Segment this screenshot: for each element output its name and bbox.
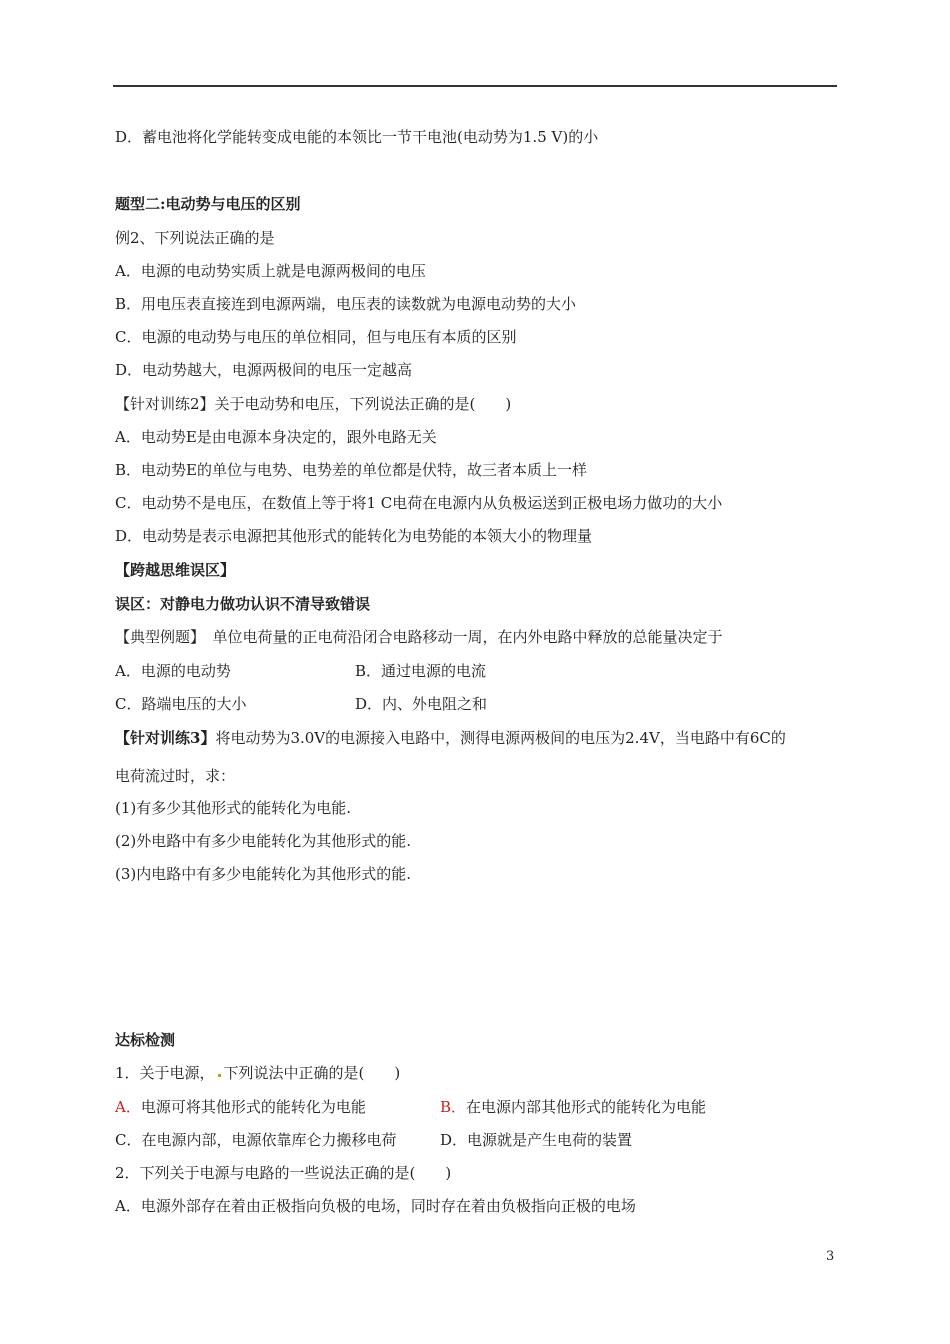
- typical-example-options-row1: [115, 661, 835, 681]
- example-2-option-a: A．电源的电动势实质上就是电源两极间的电压: [115, 262, 426, 280]
- assessment-q1-options-row1: [115, 1097, 835, 1117]
- section-heading-misconception: 【跨越思维误区】: [115, 561, 236, 579]
- assessment-q2-option-a: A．电源外部存在着由正极指向负极的电场，同时存在着由负极指向正极的电场: [115, 1197, 636, 1215]
- training-3-continuation: 电荷流过时，求：: [115, 767, 236, 785]
- assessment-q1-prefix: 1．关于电源，: [115, 1064, 215, 1082]
- typical-option-a: A．电源的电动势: [115, 662, 231, 680]
- training-2-option-a: A．电动势E是由电源本身决定的，跟外电路无关: [115, 428, 437, 446]
- header-rule: [113, 85, 837, 87]
- typical-option-b: B．通过电源的电流: [355, 662, 487, 680]
- assessment-q1-option-b: [440, 1097, 706, 1117]
- assessment-q1-option-d: D．电源就是产生电荷的装置: [440, 1131, 633, 1149]
- example-2-question: 例2、下列说法正确的是: [115, 229, 275, 247]
- assessment-q1: [115, 1063, 400, 1083]
- typical-option-d: D．内、外电阻之和: [355, 695, 488, 713]
- option-a-text: 电源可将其他形式的能转化为电能: [140, 1098, 366, 1116]
- assessment-q1-text: 下列说法中正确的是( ): [223, 1064, 401, 1082]
- typical-example-question: 【典型例题】 单位电荷量的正电荷沿闭合电路移动一周，在内外电路中释放的总能量决定于: [115, 628, 723, 646]
- option-a-letter: A．: [115, 1098, 141, 1116]
- training-2-option-c: C．电动势不是电压，在数值上等于将1 C电荷在电源内从负极运送到正极电场力做功的大小: [115, 494, 723, 512]
- training-3-label: 【针对训练3】: [115, 729, 216, 747]
- example-2-option-d: D．电动势越大，电源两极间的电压一定越高: [115, 361, 413, 379]
- training-2-option-d: D．电动势是表示电源把其他形式的能转化为电势能的本领大小的物理量: [115, 527, 593, 545]
- section-heading-type2: 题型二:电动势与电压的区别: [115, 195, 301, 213]
- assessment-q2: 2．下列关于电源与电路的一些说法正确的是( ): [115, 1164, 452, 1182]
- assessment-q1-option-a: [115, 1098, 366, 1116]
- typical-example-options-row2: [115, 694, 835, 714]
- option-b-text: 在电源内部其他形式的能转化为电能: [466, 1098, 707, 1116]
- training-3-sub-1: (1)有多少其他形式的能转化为电能.: [115, 799, 352, 817]
- highlight-dot: [218, 1074, 221, 1077]
- option-b-letter: B．: [440, 1098, 467, 1116]
- training-3-sub-2: (2)外电路中有多少电能转化为其他形式的能.: [115, 832, 412, 850]
- misconception-title: 误区：对静电力做功认识不清导致错误: [115, 595, 371, 613]
- training-3-sub-3: (3)内电路中有多少电能转化为其他形式的能.: [115, 865, 412, 883]
- page-number: 3: [826, 1249, 835, 1264]
- training-2-option-b: B．电动势E的单位与电势、电势差的单位都是伏特，故三者本质上一样: [115, 461, 587, 479]
- training-2-question: 【针对训练2】关于电动势和电压，下列说法正确的是( ): [115, 395, 512, 413]
- assessment-q1-options-row2: [115, 1130, 835, 1150]
- example-2-option-b: B．用电压表直接连到电源两端，电压表的读数就为电源电动势的大小: [115, 295, 577, 313]
- typical-option-c: C．路端电压的大小: [115, 695, 247, 713]
- training-3-text: 将电动势为3.0V的电源接入电路中，测得电源两极间的电压为2.4V，当电路中有6C的: [215, 729, 786, 747]
- option-d-line: D．蓄电池将化学能转变成电能的本领比一节干电池(电动势为1.5 V)的小: [115, 128, 599, 146]
- assessment-q1-option-c: C．在电源内部，电源依靠库仑力搬移电荷: [115, 1131, 397, 1149]
- section-heading-assessment: 达标检测: [115, 1031, 176, 1049]
- training-3-question: [115, 728, 786, 748]
- example-2-option-c: C．电源的电动势与电压的单位相同，但与电压有本质的区别: [115, 328, 517, 346]
